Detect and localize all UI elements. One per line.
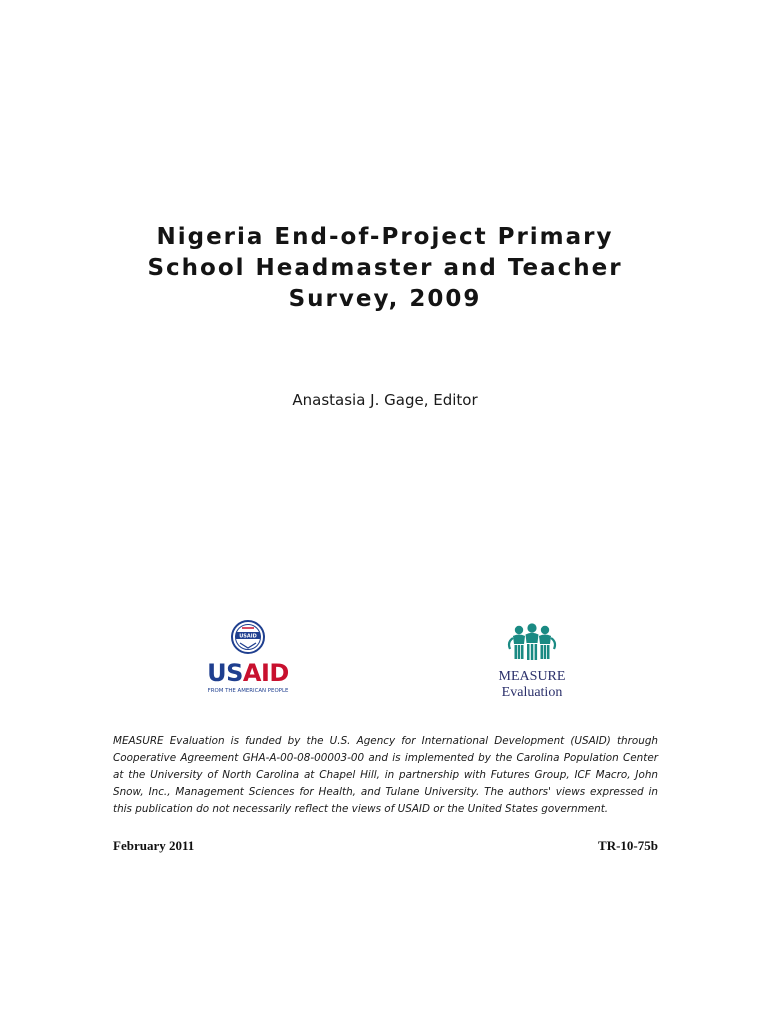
title-line-2: School Headmaster and Teacher — [147, 255, 623, 281]
people-figures-icon — [509, 623, 555, 660]
usaid-wordmark-aid: AID — [242, 659, 289, 687]
measure-line-2: Evaluation — [501, 685, 563, 700]
funding-statement: MEASURE Evaluation is funded by the U.S. Agency for International Development (USAID) through Cooperative Agreement GHA-A-00-08-00003-00 and is implemented by the Carolina Population Center at the University of North Carolina at Chapel Hill, in partnership with Futures Group, ICF Macro, John Snow, Inc., Management Sciences for Health, and Tulane University. The authors' views expressed in this publication do not necessarily reflect the views of USAID or the United States government. — [113, 735, 658, 815]
title-line-3: Survey, 2009 — [288, 286, 482, 312]
report-number: TR-10-75b — [598, 838, 658, 853]
report-title — [85, 222, 685, 315]
editor-credit: Anastasia J. Gage, Editor — [292, 391, 478, 409]
usaid-seal-icon — [232, 621, 264, 653]
usaid-logo — [200, 620, 296, 698]
usaid-wordmark — [207, 659, 289, 687]
measure-evaluation-logo — [486, 622, 578, 702]
usaid-seal-text: USAID — [239, 633, 257, 640]
publication-date: February 2011 — [113, 838, 195, 853]
usaid-tagline: FROM THE AMERICAN PEOPLE — [207, 688, 289, 694]
title-line-1: Nigeria End-of-Project Primary — [156, 224, 614, 250]
measure-line-1: MEASURE — [498, 669, 566, 684]
usaid-wordmark-us: US — [207, 659, 243, 687]
